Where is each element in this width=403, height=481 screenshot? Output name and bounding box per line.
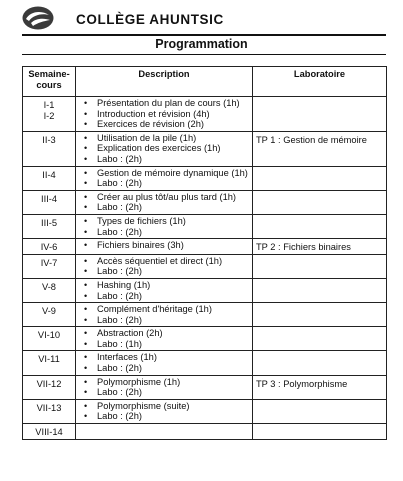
description-item: • Labo : (2h) xyxy=(79,315,249,326)
description-item: • Labo : (2h) xyxy=(79,387,249,398)
description-list xyxy=(79,377,249,398)
table-row xyxy=(23,303,387,327)
week-label: III-5 xyxy=(40,217,57,228)
week-label: VI-10 xyxy=(37,330,61,341)
week-cell xyxy=(23,190,76,214)
description-cell xyxy=(76,190,253,214)
description-item: • Polymorphisme (1h) xyxy=(79,377,249,388)
lab-cell xyxy=(253,424,387,440)
description-cell xyxy=(76,131,253,166)
week-cell xyxy=(23,166,76,190)
lab-cell xyxy=(253,254,387,278)
description-list xyxy=(79,328,249,349)
week-cell xyxy=(23,131,76,166)
description-item: • Polymorphisme (suite) xyxy=(79,401,249,412)
table-row xyxy=(23,254,387,278)
week-cell xyxy=(23,214,76,238)
table-row xyxy=(23,214,387,238)
description-item: • Interfaces (1h) xyxy=(79,352,249,363)
description-item: • Hashing (1h) xyxy=(79,280,249,291)
table-row xyxy=(23,190,387,214)
description-item: • Labo : (2h) xyxy=(79,154,249,165)
description-cell xyxy=(76,351,253,375)
column-header-week: Semaine-cours xyxy=(23,67,76,97)
description-list xyxy=(79,240,249,251)
table-row xyxy=(23,424,387,440)
description-item: • Abstraction (2h) xyxy=(79,328,249,339)
week-label: II-3 xyxy=(42,134,56,145)
description-item: • Fichiers binaires (3h) xyxy=(79,240,249,251)
week-label: I-1 xyxy=(43,100,55,110)
description-item: • Introduction et révision (4h) xyxy=(79,109,249,120)
week-cell xyxy=(23,97,76,132)
lab-cell xyxy=(253,166,387,190)
schedule-table xyxy=(22,66,387,440)
description-item: • Labo : (2h) xyxy=(79,178,249,189)
week-cell xyxy=(23,399,76,423)
college-name: COLLÈGE AHUNTSIC xyxy=(76,12,224,27)
description-item: • Labo : (2h) xyxy=(79,227,249,238)
week-label: IV-6 xyxy=(40,242,58,253)
week-label: V-9 xyxy=(42,306,56,317)
lab-cell xyxy=(253,351,387,375)
lab-cell xyxy=(253,327,387,351)
lab-cell xyxy=(253,399,387,423)
description-cell xyxy=(76,375,253,399)
description-item: • Gestion de mémoire dynamique (1h) xyxy=(79,168,249,179)
page-title: Programmation xyxy=(155,37,248,51)
description-item: • Labo : (1h) xyxy=(79,339,249,350)
description-item: • Labo : (2h) xyxy=(79,202,249,213)
college-logo-icon xyxy=(22,6,54,30)
description-list xyxy=(79,192,249,213)
week-label: VII-12 xyxy=(36,378,62,389)
lab-cell: TP 1 : Gestion de mémoire xyxy=(253,131,387,166)
description-list xyxy=(79,256,249,277)
description-item: • Présentation du plan de cours (1h) xyxy=(79,98,249,109)
table-row xyxy=(23,97,387,132)
description-item: • Labo : (2h) xyxy=(79,291,249,302)
week-cell xyxy=(23,239,76,255)
description-cell xyxy=(76,278,253,302)
title-rule xyxy=(22,54,386,55)
week-label: VII-13 xyxy=(36,402,62,413)
week-label: II-4 xyxy=(42,169,56,180)
description-item: • Exercices de révision (2h) xyxy=(79,119,249,130)
description-item: • Labo : (2h) xyxy=(79,411,249,422)
description-item: • Créer au plus tôt/au plus tard (1h) xyxy=(79,192,249,203)
lab-cell xyxy=(253,303,387,327)
header-rule xyxy=(22,34,386,36)
column-header-lab: Laboratoire xyxy=(253,67,387,97)
description-list xyxy=(79,98,249,130)
description-list xyxy=(79,280,249,301)
table-row xyxy=(23,351,387,375)
week-cell xyxy=(23,254,76,278)
lab-cell: TP 2 : Fichiers binaires xyxy=(253,239,387,255)
description-item: • Utilisation de la pile (1h) xyxy=(79,133,249,144)
week-cell xyxy=(23,351,76,375)
description-item: • Accès séquentiel et direct (1h) xyxy=(79,256,249,267)
week-cell xyxy=(23,278,76,302)
week-cell xyxy=(23,375,76,399)
description-cell xyxy=(76,327,253,351)
week-label: V-8 xyxy=(42,281,56,292)
week-label: VIII-14 xyxy=(35,427,63,438)
lab-cell xyxy=(253,97,387,132)
lab-cell xyxy=(253,278,387,302)
lab-cell: TP 3 : Polymorphisme xyxy=(253,375,387,399)
table-row xyxy=(23,166,387,190)
week-label: VI-11 xyxy=(38,354,60,365)
week-label: I-2 xyxy=(43,110,55,121)
description-cell xyxy=(76,166,253,190)
description-cell xyxy=(76,424,253,440)
week-cell xyxy=(23,327,76,351)
table-row xyxy=(23,399,387,423)
table-row xyxy=(23,239,387,255)
description-item: • Labo : (2h) xyxy=(79,266,249,277)
table-row xyxy=(23,375,387,399)
description-cell xyxy=(76,239,253,255)
week-cell xyxy=(23,303,76,327)
description-cell xyxy=(76,97,253,132)
table-row xyxy=(23,131,387,166)
week-label: III-4 xyxy=(40,193,57,204)
page-header xyxy=(22,6,384,34)
lab-cell xyxy=(253,190,387,214)
description-list xyxy=(79,168,249,189)
description-cell xyxy=(76,399,253,423)
description-item: • Complément d'héritage (1h) xyxy=(79,304,249,315)
description-item: • Explication des exercices (1h) xyxy=(79,143,249,154)
description-list xyxy=(79,216,249,237)
description-cell xyxy=(76,214,253,238)
week-label: IV-7 xyxy=(40,257,58,268)
description-list xyxy=(79,304,249,325)
description-list xyxy=(79,352,249,373)
description-list xyxy=(79,401,249,422)
description-list xyxy=(79,133,249,165)
week-cell xyxy=(23,424,76,440)
table-row xyxy=(23,327,387,351)
lab-cell xyxy=(253,214,387,238)
table-header-row xyxy=(23,67,387,97)
table-row xyxy=(23,278,387,302)
description-cell xyxy=(76,254,253,278)
description-item: • Types de fichiers (1h) xyxy=(79,216,249,227)
description-item: • Labo : (2h) xyxy=(79,363,249,374)
column-header-description: Description xyxy=(76,67,253,97)
description-cell xyxy=(76,303,253,327)
